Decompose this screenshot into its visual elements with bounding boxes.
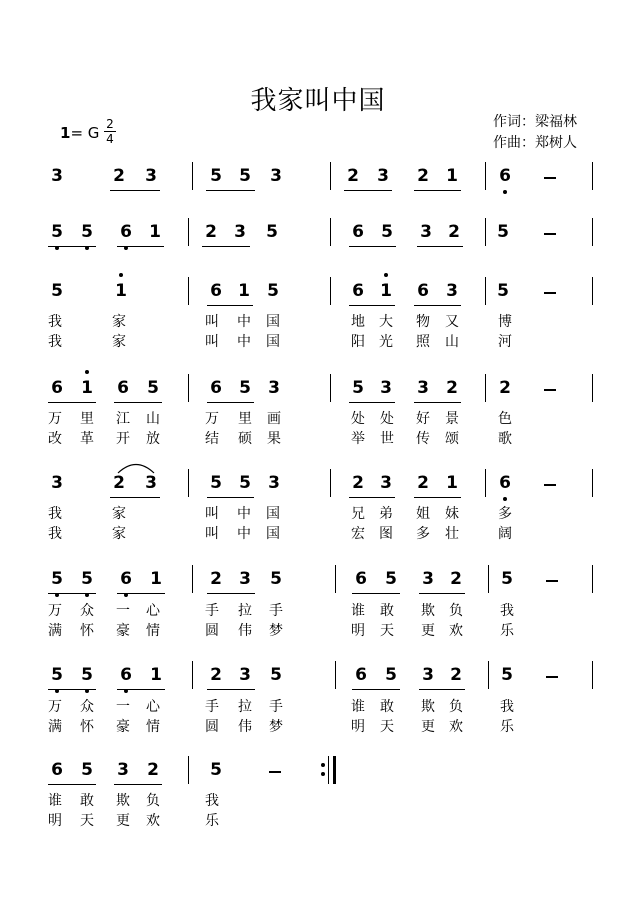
slur bbox=[116, 460, 156, 474]
lyric-char: 硕 bbox=[238, 431, 252, 447]
note: 5 bbox=[270, 665, 282, 685]
note: 6 bbox=[352, 222, 364, 242]
lyric-char: 地 bbox=[351, 314, 365, 330]
note: 3 bbox=[422, 665, 434, 685]
note: 5 bbox=[239, 378, 251, 398]
lyric-char: 阔 bbox=[498, 526, 512, 542]
lyric-char: 叫 bbox=[205, 506, 219, 522]
lyric-char: 宏 bbox=[351, 526, 365, 542]
eighth-beam bbox=[117, 246, 164, 247]
note: 5 bbox=[267, 281, 279, 301]
credits bbox=[493, 112, 577, 154]
eighth-beam bbox=[48, 689, 96, 690]
lyric-char: 多 bbox=[416, 526, 430, 542]
lyric-char: 传 bbox=[416, 431, 430, 447]
eighth-beam bbox=[202, 246, 250, 247]
barline bbox=[488, 661, 489, 689]
note: 5 bbox=[497, 281, 509, 301]
sustain-dash bbox=[544, 389, 556, 391]
eighth-beam bbox=[417, 246, 463, 247]
note: 5 bbox=[239, 473, 251, 493]
lyric-char: 国 bbox=[266, 506, 280, 522]
lyric-char: 梦 bbox=[269, 623, 283, 639]
key-equals: = G bbox=[70, 124, 100, 142]
eighth-beam bbox=[349, 246, 396, 247]
lyric-char: 满 bbox=[48, 623, 62, 639]
lyric-char: 手 bbox=[205, 699, 219, 715]
note: 1 bbox=[149, 222, 161, 242]
note: 5 bbox=[501, 569, 513, 589]
lyric-char: 中 bbox=[237, 314, 251, 330]
lyric-char: 果 bbox=[267, 431, 281, 447]
note: 5 bbox=[270, 569, 282, 589]
eighth-beam bbox=[414, 402, 461, 403]
eighth-beam bbox=[419, 689, 465, 690]
eighth-beam bbox=[48, 402, 96, 403]
lyric-char: 弟 bbox=[379, 506, 393, 522]
lyric-char: 众 bbox=[80, 699, 94, 715]
barline bbox=[192, 162, 193, 190]
note: 3 bbox=[145, 166, 157, 186]
eighth-beam bbox=[48, 784, 96, 785]
barline bbox=[488, 565, 489, 593]
eighth-beam bbox=[114, 402, 162, 403]
lyric-char: 情 bbox=[146, 623, 160, 639]
lyric-char: 敢 bbox=[380, 603, 394, 619]
lyric-char: 手 bbox=[269, 699, 283, 715]
eighth-beam bbox=[117, 689, 165, 690]
lyric-char: 里 bbox=[80, 411, 94, 427]
lyric-char: 怀 bbox=[80, 719, 94, 735]
barline bbox=[330, 218, 331, 246]
note: 2 bbox=[352, 473, 364, 493]
lyric-char: 手 bbox=[205, 603, 219, 619]
note: 5 bbox=[47, 665, 67, 685]
low-octave-dot bbox=[503, 190, 507, 194]
lyric-char: 家 bbox=[112, 314, 126, 330]
repeat-dot bbox=[321, 772, 325, 776]
sustain-dash bbox=[546, 676, 558, 678]
lyric-char: 家 bbox=[112, 334, 126, 350]
lyric-char: 歌 bbox=[498, 431, 512, 447]
note: 5 bbox=[266, 222, 278, 242]
lyric-char: 天 bbox=[80, 813, 94, 829]
lyric-char: 开 bbox=[116, 431, 130, 447]
barline bbox=[335, 661, 336, 689]
lyric-char: 又 bbox=[445, 314, 459, 330]
note: 6 bbox=[51, 378, 63, 398]
repeat-thick-bar bbox=[333, 756, 336, 784]
eighth-beam bbox=[207, 497, 254, 498]
lyric-char: 光 bbox=[379, 334, 393, 350]
note: 5 bbox=[210, 473, 222, 493]
lyric-char: 天 bbox=[380, 623, 394, 639]
note: 5 bbox=[385, 665, 397, 685]
lyric-char: 博 bbox=[498, 314, 512, 330]
lyric-char: 里 bbox=[238, 411, 252, 427]
note: 1 bbox=[77, 378, 97, 398]
lyric-char: 乐 bbox=[205, 813, 219, 829]
eighth-beam bbox=[419, 593, 465, 594]
barline bbox=[330, 469, 331, 497]
barline-end bbox=[592, 565, 593, 593]
note: 1 bbox=[376, 281, 396, 301]
lyric-char: 处 bbox=[351, 411, 365, 427]
note: 3 bbox=[270, 166, 282, 186]
lyric-char: 中 bbox=[237, 526, 251, 542]
lyric-char: 革 bbox=[80, 431, 94, 447]
lyric-char: 万 bbox=[48, 411, 62, 427]
lyric-char: 更 bbox=[421, 719, 435, 735]
eighth-beam bbox=[110, 190, 160, 191]
lyric-char: 中 bbox=[237, 334, 251, 350]
note: 5 bbox=[81, 760, 93, 780]
lyric-char: 敢 bbox=[80, 793, 94, 809]
sustain-dash bbox=[546, 580, 558, 582]
note: 5 bbox=[501, 665, 513, 685]
lyric-char: 结 bbox=[205, 431, 219, 447]
barline bbox=[188, 756, 189, 784]
high-octave-dot bbox=[85, 370, 89, 374]
lyric-char: 情 bbox=[146, 719, 160, 735]
note: 6 bbox=[210, 281, 222, 301]
lyric-char: 姐 bbox=[416, 506, 430, 522]
lyric-char: 众 bbox=[80, 603, 94, 619]
note: 5 bbox=[352, 378, 364, 398]
lyric-char: 国 bbox=[266, 334, 280, 350]
note: 5 bbox=[147, 378, 159, 398]
lyric-char: 圆 bbox=[205, 623, 219, 639]
eighth-beam bbox=[207, 305, 253, 306]
lyric-char: 江 bbox=[116, 411, 130, 427]
lyric-char: 大 bbox=[379, 314, 393, 330]
barline bbox=[188, 374, 189, 402]
lyric-char: 色 bbox=[498, 411, 512, 427]
note: 6 bbox=[116, 665, 136, 685]
note: 3 bbox=[51, 166, 63, 186]
note: 2 bbox=[448, 222, 460, 242]
note: 6 bbox=[117, 378, 129, 398]
note: 3 bbox=[380, 473, 392, 493]
eighth-beam bbox=[207, 689, 255, 690]
lyric-char: 伟 bbox=[238, 719, 252, 735]
lyric-char: 欺 bbox=[421, 699, 435, 715]
lyric-char: 乐 bbox=[500, 623, 514, 639]
note: 2 bbox=[347, 166, 359, 186]
note: 3 bbox=[446, 281, 458, 301]
note: 2 bbox=[210, 665, 222, 685]
barline bbox=[485, 374, 486, 402]
barline bbox=[188, 469, 189, 497]
lyric-char: 我 bbox=[48, 334, 62, 350]
lyric-char: 怀 bbox=[80, 623, 94, 639]
lyric-char: 举 bbox=[351, 431, 365, 447]
note: 2 bbox=[205, 222, 217, 242]
eighth-beam bbox=[207, 402, 254, 403]
barline bbox=[330, 374, 331, 402]
note: 5 bbox=[47, 222, 67, 242]
lyric-char: 明 bbox=[351, 719, 365, 735]
lyric-char: 山 bbox=[146, 411, 160, 427]
note: 6 bbox=[417, 281, 429, 301]
lyric-char: 满 bbox=[48, 719, 62, 735]
note: 2 bbox=[499, 378, 511, 398]
eighth-beam bbox=[349, 497, 395, 498]
note: 6 bbox=[355, 665, 367, 685]
note: 1 bbox=[238, 281, 250, 301]
note: 3 bbox=[117, 760, 129, 780]
note: 5 bbox=[51, 281, 63, 301]
lyric-char: 圆 bbox=[205, 719, 219, 735]
note: 2 bbox=[210, 569, 222, 589]
lyric-char: 明 bbox=[351, 623, 365, 639]
lyric-char: 万 bbox=[48, 699, 62, 715]
sustain-dash bbox=[544, 233, 556, 235]
lyric-char: 好 bbox=[416, 411, 430, 427]
note: 5 bbox=[497, 222, 509, 242]
barline bbox=[188, 277, 189, 305]
lyric-char: 叫 bbox=[205, 314, 219, 330]
note: 3 bbox=[380, 378, 392, 398]
eighth-beam bbox=[110, 497, 160, 498]
lyric-char: 欢 bbox=[449, 623, 463, 639]
lyric-char: 万 bbox=[48, 603, 62, 619]
lyric-char: 欢 bbox=[146, 813, 160, 829]
note: 6 bbox=[355, 569, 367, 589]
note: 3 bbox=[234, 222, 246, 242]
note: 1 bbox=[446, 166, 458, 186]
barline-end bbox=[592, 277, 593, 305]
lyric-char: 更 bbox=[421, 623, 435, 639]
lyric-char: 天 bbox=[380, 719, 394, 735]
lyric-char: 我 bbox=[48, 506, 62, 522]
lyric-char: 一 bbox=[116, 603, 130, 619]
barline-end bbox=[592, 218, 593, 246]
barline bbox=[485, 162, 486, 190]
note: 3 bbox=[239, 665, 251, 685]
barline bbox=[485, 277, 486, 305]
lyric-char: 河 bbox=[498, 334, 512, 350]
lyric-char: 一 bbox=[116, 699, 130, 715]
lyric-char: 改 bbox=[48, 431, 62, 447]
lyric-char: 家 bbox=[112, 506, 126, 522]
note: 2 bbox=[113, 166, 125, 186]
note: 5 bbox=[77, 569, 97, 589]
note: 3 bbox=[422, 569, 434, 589]
lyric-char: 伟 bbox=[238, 623, 252, 639]
sustain-dash bbox=[269, 771, 281, 773]
barline bbox=[485, 218, 486, 246]
lyric-char: 敢 bbox=[380, 699, 394, 715]
lyric-char: 国 bbox=[266, 314, 280, 330]
lyric-char: 更 bbox=[116, 813, 130, 829]
eighth-beam bbox=[117, 593, 165, 594]
note: 6 bbox=[210, 378, 222, 398]
lyric-char: 欺 bbox=[421, 603, 435, 619]
lyric-char: 梦 bbox=[269, 719, 283, 735]
note: 1 bbox=[150, 569, 162, 589]
lyric-char: 欺 bbox=[116, 793, 130, 809]
repeat-dot bbox=[321, 763, 325, 767]
lyric-char: 画 bbox=[267, 411, 281, 427]
eighth-beam bbox=[48, 593, 96, 594]
note: 3 bbox=[51, 473, 63, 493]
lyric-char: 图 bbox=[379, 526, 393, 542]
note: 5 bbox=[77, 665, 97, 685]
barline bbox=[485, 469, 486, 497]
note: 2 bbox=[417, 473, 429, 493]
note: 6 bbox=[495, 473, 515, 493]
note: 3 bbox=[377, 166, 389, 186]
lyric-char: 妹 bbox=[445, 506, 459, 522]
lyric-char: 负 bbox=[449, 603, 463, 619]
lyric-char: 颂 bbox=[445, 431, 459, 447]
lyric-char: 心 bbox=[146, 699, 160, 715]
time-bottom: 4 bbox=[106, 132, 114, 146]
time-signature bbox=[104, 117, 116, 146]
lyric-char: 我 bbox=[500, 603, 514, 619]
repeat-thin-bar bbox=[328, 756, 329, 784]
lyric-char: 负 bbox=[146, 793, 160, 809]
lyric-char: 我 bbox=[48, 314, 62, 330]
note: 3 bbox=[145, 473, 157, 493]
lyricist: 作词：梁福林 bbox=[493, 114, 577, 130]
eighth-beam bbox=[349, 402, 395, 403]
lyric-char: 壮 bbox=[445, 526, 459, 542]
barline bbox=[192, 661, 193, 689]
low-octave-dot bbox=[503, 497, 507, 501]
note: 5 bbox=[381, 222, 393, 242]
eighth-beam bbox=[352, 593, 400, 594]
lyric-char: 负 bbox=[449, 699, 463, 715]
lyric-char: 多 bbox=[498, 506, 512, 522]
lyric-char: 景 bbox=[445, 411, 459, 427]
note: 5 bbox=[210, 760, 222, 780]
note: 6 bbox=[116, 569, 136, 589]
note: 3 bbox=[417, 378, 429, 398]
eighth-beam bbox=[352, 689, 400, 690]
composer: 作曲：郑树人 bbox=[493, 135, 577, 151]
lyric-char: 家 bbox=[112, 526, 126, 542]
barline bbox=[188, 218, 189, 246]
lyric-char: 明 bbox=[48, 813, 62, 829]
note: 2 bbox=[113, 473, 125, 493]
barline bbox=[330, 162, 331, 190]
note: 6 bbox=[116, 222, 136, 242]
lyric-char: 叫 bbox=[205, 334, 219, 350]
note: 2 bbox=[450, 665, 462, 685]
lyric-char: 豪 bbox=[116, 719, 130, 735]
note: 1 bbox=[150, 665, 162, 685]
lyric-char: 我 bbox=[500, 699, 514, 715]
note: 1 bbox=[111, 281, 131, 301]
time-top: 2 bbox=[106, 117, 114, 131]
barline bbox=[330, 277, 331, 305]
note: 5 bbox=[47, 569, 67, 589]
eighth-beam bbox=[48, 246, 96, 247]
high-octave-dot bbox=[119, 273, 123, 277]
eighth-beam bbox=[414, 497, 461, 498]
lyric-char: 照 bbox=[416, 334, 430, 350]
lyric-char: 物 bbox=[416, 314, 430, 330]
barline-end bbox=[592, 469, 593, 497]
eighth-beam bbox=[414, 305, 461, 306]
lyric-char: 山 bbox=[445, 334, 459, 350]
note: 2 bbox=[417, 166, 429, 186]
barline-end bbox=[592, 374, 593, 402]
note: 2 bbox=[147, 760, 159, 780]
lyric-char: 谁 bbox=[48, 793, 62, 809]
note: 3 bbox=[239, 569, 251, 589]
barline-end bbox=[592, 162, 593, 190]
lyric-char: 我 bbox=[205, 793, 219, 809]
lyric-char: 国 bbox=[266, 526, 280, 542]
lyric-char: 拉 bbox=[238, 699, 252, 715]
lyric-char: 兄 bbox=[351, 506, 365, 522]
note: 6 bbox=[352, 281, 364, 301]
eighth-beam bbox=[206, 190, 255, 191]
note: 6 bbox=[495, 166, 515, 186]
lyric-char: 乐 bbox=[500, 719, 514, 735]
key-signature bbox=[60, 124, 99, 142]
lyric-char: 心 bbox=[146, 603, 160, 619]
eighth-beam bbox=[207, 593, 255, 594]
lyric-char: 我 bbox=[48, 526, 62, 542]
lyric-char: 叫 bbox=[205, 526, 219, 542]
note: 6 bbox=[51, 760, 63, 780]
lyric-char: 中 bbox=[237, 506, 251, 522]
lyric-char: 豪 bbox=[116, 623, 130, 639]
note: 5 bbox=[239, 166, 251, 186]
lyric-char: 谁 bbox=[351, 603, 365, 619]
eighth-beam bbox=[414, 190, 461, 191]
eighth-beam bbox=[344, 190, 392, 191]
note: 5 bbox=[385, 569, 397, 589]
note: 3 bbox=[268, 378, 280, 398]
high-octave-dot bbox=[384, 273, 388, 277]
note: 1 bbox=[446, 473, 458, 493]
song-title: 我家叫中国 bbox=[250, 86, 386, 116]
note: 2 bbox=[450, 569, 462, 589]
lyric-char: 手 bbox=[269, 603, 283, 619]
eighth-beam bbox=[349, 305, 395, 306]
note: 3 bbox=[420, 222, 432, 242]
sustain-dash bbox=[544, 292, 556, 294]
lyric-char: 世 bbox=[380, 431, 394, 447]
note: 3 bbox=[268, 473, 280, 493]
barline bbox=[335, 565, 336, 593]
eighth-beam bbox=[114, 784, 162, 785]
lyric-char: 阳 bbox=[351, 334, 365, 350]
lyric-char: 谁 bbox=[351, 699, 365, 715]
sustain-dash bbox=[544, 484, 556, 486]
lyric-char: 处 bbox=[380, 411, 394, 427]
lyric-char: 放 bbox=[146, 431, 160, 447]
lyric-char: 万 bbox=[205, 411, 219, 427]
lyric-char: 欢 bbox=[449, 719, 463, 735]
barline-end bbox=[592, 661, 593, 689]
key-tonic: 1 bbox=[60, 124, 71, 142]
note: 5 bbox=[210, 166, 222, 186]
note: 5 bbox=[77, 222, 97, 242]
barline bbox=[192, 565, 193, 593]
lyric-char: 拉 bbox=[238, 603, 252, 619]
note: 2 bbox=[446, 378, 458, 398]
sustain-dash bbox=[544, 177, 556, 179]
